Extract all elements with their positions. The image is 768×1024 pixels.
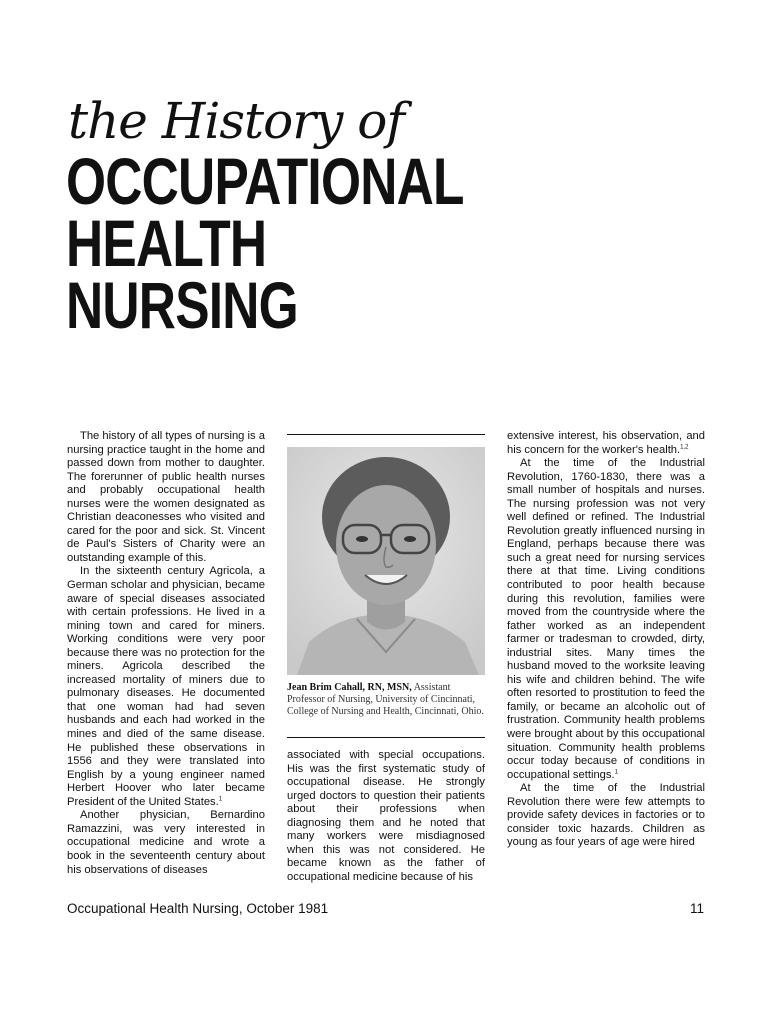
title-line-2: HEALTH [66,206,267,280]
col3-paragraph-1 [507,430,705,457]
col3-paragraph-2 [507,457,705,782]
title-script: the History of [68,92,404,150]
article-title [66,144,464,342]
author-name: Jean Brim Cahall, RN, MSN, [287,682,412,693]
col3-paragraph-3: At the time of the Industrial Revolution there were few attempts to provide safety devices in factories or to consider toxic hazards. Children as young as four years of age were hired [507,782,705,849]
author-portrait-image [287,447,485,675]
title-line-3: NURSING [66,268,298,342]
page-number: 11 [689,901,704,916]
col1-paragraph-2 [67,565,265,809]
reference-marker: 1 [218,796,223,803]
col3-paragraph-1-text: extensive interest, his observation, and his concern for the worker's health. [507,430,705,456]
photo-caption [287,682,485,719]
reference-marker: 1 [614,768,618,775]
column-3 [507,430,705,850]
col2-paragraph-1: associated with special occupations. His was the first systematic study of occupational disease. He strongly urged doctors to question their patients about their professions when diagnosing them and he noted that many workers were misdiagnosed when this was not considered. He became known as the father of occupational medicine because of his [287,749,485,883]
col3-paragraph-2-text: At the time of the Industrial Revolution, 1760-1830, there was a small number of hospitals and nurses. The nursing profession was not very well defined or refined. The Industrial Revolution greatly influenced nursing in England, perhaps because there was such a great need for nursing services there at that time. Living conditions contributed to poor health because during this revolution, families were moved from the countryside where the father worked as an independent farmer or tradesman to crowded, dirty, industrial sites. Many times the husband moved to the worksite leaving his wife and children behind. The wife often resorted to prostitution to feed the family, or became an alcoholic out of frustration. Community health problems were brought about by this occupational situation. Community health problems occur today because of conditions in occupational settings. [507,457,705,781]
author-affiliation: Assistant Professor of Nursing, University of Cincinnati, College of Nursing and Health, Cincinnati, Ohio. [287,682,484,718]
col1-paragraph-2-text: In the sixteenth century Agricola, a German scholar and physician, became aware of special diseases associated with certain professions. He lived in a mining town and cared for miners. Working conditions were very poor because there was no protection for the miners. Agricola described the increased mortality of miners due to pulmonary diseases. He documented that one woman had had seven husbands and each had worked in the mines and died of the same disease. He published these observations in 1556 and they were translated into English by a young engineer named Herbert Hoover who later became President of the United States. [67,565,265,808]
reference-marker: 1,2 [680,443,689,450]
title-line-1: OCCUPATIONAL [66,144,464,218]
photo-top-rule [287,434,485,435]
column-1 [67,430,265,877]
photo-bottom-rule [287,737,485,738]
col1-paragraph-1: The history of all types of nursing is a nursing practice taught in the home and passed down from mother to daughter. The forerunner of public health nurses and probably occupational health nurses were the women designated as Christian deaconesses who visited and cared for the poor and sick. St. Vincent de Paul's Sisters of Charity were an outstanding example of this. [67,430,265,564]
author-photo [287,447,485,675]
column-2 [287,749,485,884]
journal-footer: Occupational Health Nursing, October 1981 [67,901,329,916]
col1-paragraph-3: Another physician, Bernardino Ramazzini, was very interested in occupational medicine and wrote a book in the seventeenth century about his observations of diseases [67,809,265,876]
